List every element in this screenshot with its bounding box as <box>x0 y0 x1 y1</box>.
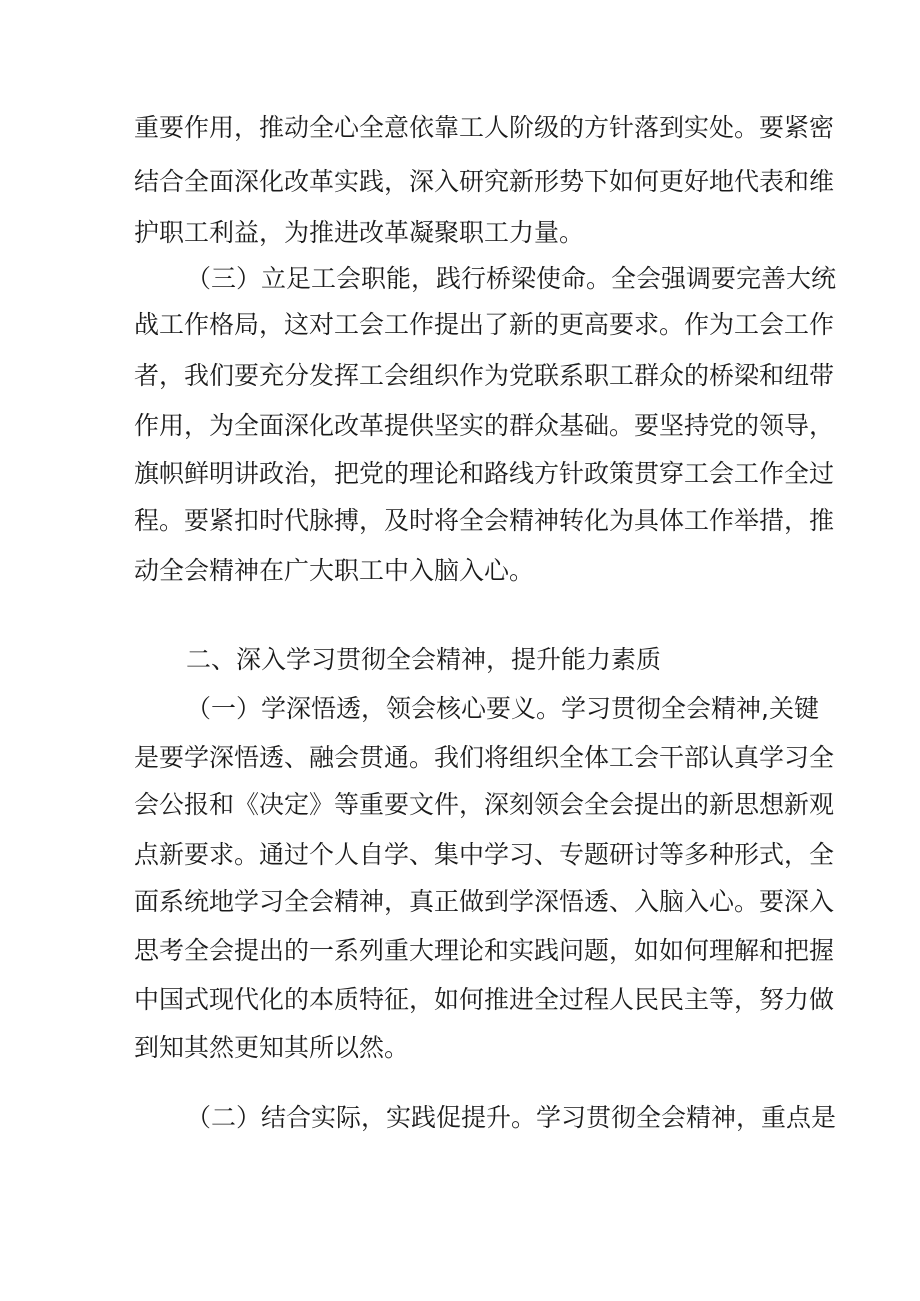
paragraph-line: 程。要紧扣时代脉搏，及时将全会精神转化为具体工作举措，推 <box>134 506 835 535</box>
paragraph-line: 重要作用，推动全心全意依靠工人阶级的方针落到实处。要紧密 <box>134 113 835 142</box>
paragraph-line: 旗帜鲜明讲政治，把党的理论和路线方针政策贯穿工会工作全过 <box>134 459 835 488</box>
paragraph-line: 会公报和《决定》等重要文件，深刻领会全会提出的新思想新观 <box>134 790 835 819</box>
paragraph-line: （二）结合实际，实践促提升。学习贯彻全会精神，重点是 <box>186 1103 837 1132</box>
paragraph-line: 护职工利益，为推进改革凝聚职工力量。 <box>134 218 585 247</box>
paragraph-line: 是要学深悟透、融会贯通。我们将组织全体工会干部认真学习全 <box>134 743 835 772</box>
paragraph-line: 战工作格局，这对工会工作提出了新的更高要求。作为工会工作 <box>134 310 835 339</box>
paragraph-line: （三）立足工会职能，践行桥梁使命。全会强调要完善大统 <box>186 264 837 293</box>
paragraph-line: 作用，为全面深化改革提供坚实的群众基础。要坚持党的领导， <box>134 411 835 440</box>
paragraph-line: 动全会精神在广大职工中入脑入心。 <box>134 556 535 585</box>
paragraph-line: 者，我们要充分发挥工会组织作为党联系职工群众的桥梁和纽带 <box>134 361 835 390</box>
paragraph-line: 面系统地学习全会精神，真正做到学深悟透、入脑入心。要深入 <box>134 887 835 916</box>
paragraph-line: （一）学深悟透，领会核心要义。学习贯彻全会精神,关键 <box>186 694 819 723</box>
paragraph-line: 点新要求。通过个人自学、集中学习、专题研讨等多种形式，全 <box>134 840 835 869</box>
paragraph-line: 到知其然更知其所以然。 <box>134 1033 410 1062</box>
paragraph-line: 思考全会提出的一系列重大理论和实践问题，如如何理解和把握 <box>134 936 835 965</box>
paragraph-line: 结合全面深化改革实践，深入研究新形势下如何更好地代表和维 <box>134 167 835 196</box>
paragraph-line: 中国式现代化的本质特征，如何推进全过程人民民主等，努力做 <box>134 985 835 1014</box>
section-heading: 二、深入学习贯彻全会精神，提升能力素质 <box>186 645 662 674</box>
